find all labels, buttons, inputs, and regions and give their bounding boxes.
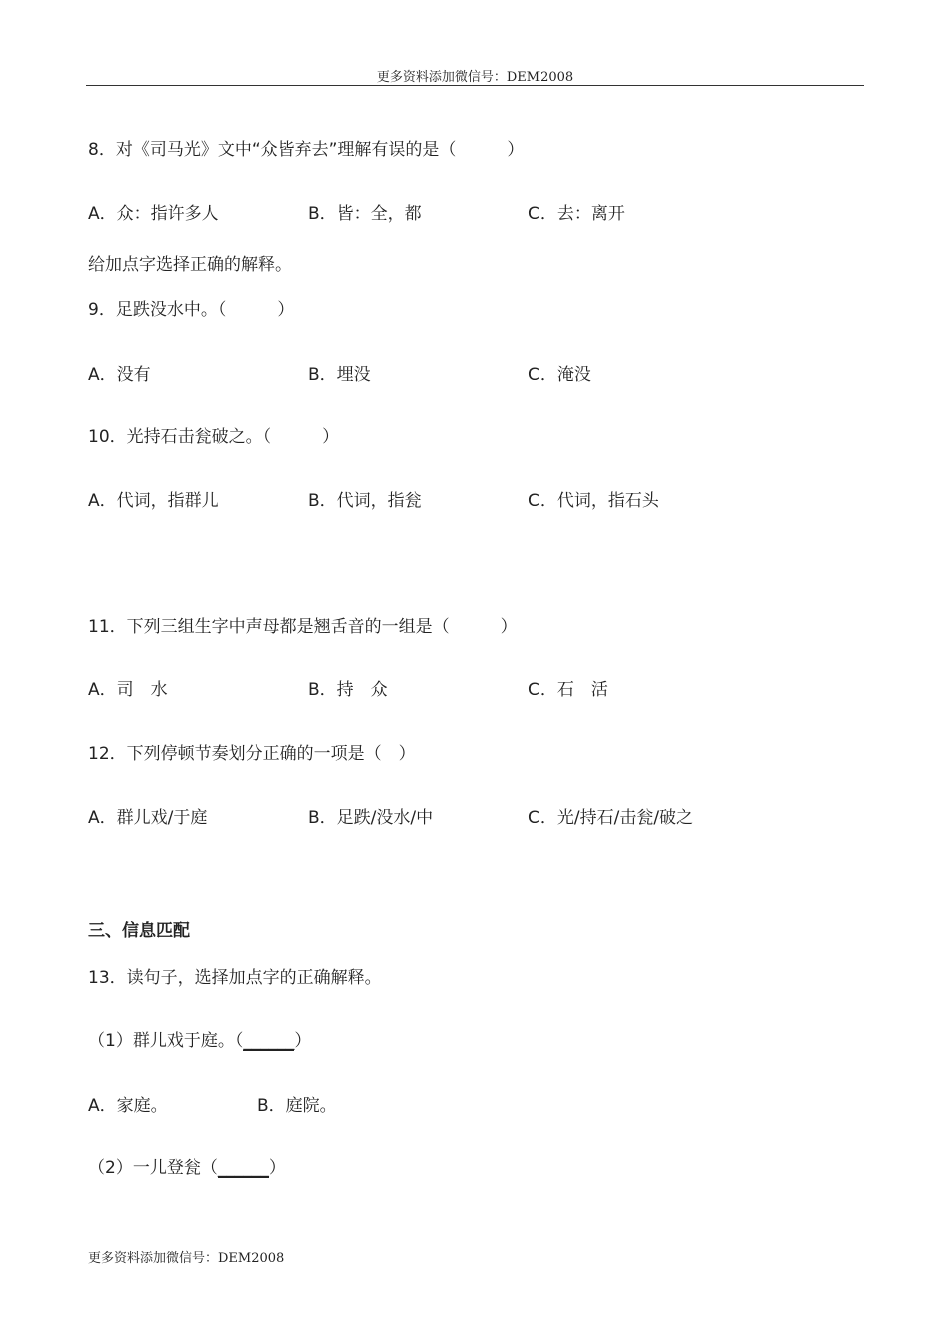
answer-blank-2[interactable]: ______ (217, 1158, 269, 1178)
question-8-option-a: A．众：指许多人 (88, 204, 219, 224)
question-9-option-b: B．埋没 (308, 365, 371, 385)
header-divider (86, 85, 864, 86)
question-10-option-a: A．代词，指群儿 (88, 491, 219, 511)
question-8-option-b: B．皆：全，都 (308, 204, 422, 224)
question-13-sub-1-option-b: B．庭院。 (257, 1096, 337, 1116)
question-12-option-c: C．光/持石/击瓮/破之 (528, 808, 694, 828)
page-footer: 更多资料添加微信号：DEM2008 (88, 1251, 285, 1266)
question-8-option-c: C．去：离开 (528, 204, 625, 224)
question-13-sub-1-option-a: A．家庭。 (88, 1096, 168, 1116)
question-9-option-c: C．淹没 (528, 365, 591, 385)
question-11-option-a: A．司 水 (88, 680, 168, 700)
question-8-stem: 8．对《司马光》文中“众皆弃去”理解有误的是（ ） (88, 140, 525, 160)
answer-blank-1[interactable]: ______ (243, 1031, 295, 1051)
question-10-stem: 10．光持石击瓮破之。（ ） (88, 427, 340, 447)
question-10-option-c: C．代词，指石头 (528, 491, 659, 511)
question-13-stem: 13．读句子，选择加点字的正确解释。 (88, 968, 382, 988)
section-3-heading: 三、信息匹配 (88, 921, 190, 941)
question-13-sub-2 (88, 1156, 286, 1180)
page-header: 更多资料添加微信号：DEM2008 (376, 70, 574, 85)
question-13-sub-1-text: （1）群儿戏于庭。（ (88, 1031, 244, 1051)
instruction-text: 给加点字选择正确的解释。 (88, 255, 292, 275)
question-12-option-b: B．足跌/没水/中 (308, 808, 434, 828)
question-9-stem: 9．足跌没水中。（ ） (88, 300, 295, 320)
question-11-option-c: C．石 活 (528, 680, 608, 700)
question-11-stem: 11．下列三组生字中声母都是翘舌音的一组是（ ） (88, 617, 518, 637)
question-11-option-b: B．持 众 (308, 680, 388, 700)
question-10-option-b: B．代词，指瓮 (308, 491, 422, 511)
question-13-sub-2-text: （2）一儿登瓮（ (88, 1158, 218, 1178)
question-9-option-a: A．没有 (88, 365, 151, 385)
question-13-sub-1 (88, 1029, 311, 1053)
question-12-stem: 12．下列停顿节奏划分正确的一项是（ ） (88, 744, 416, 764)
question-13-sub-1-close: ） (294, 1031, 312, 1051)
question-12-option-a: A．群儿戏/于庭 (88, 808, 208, 828)
question-13-sub-2-close: ） (268, 1158, 286, 1178)
